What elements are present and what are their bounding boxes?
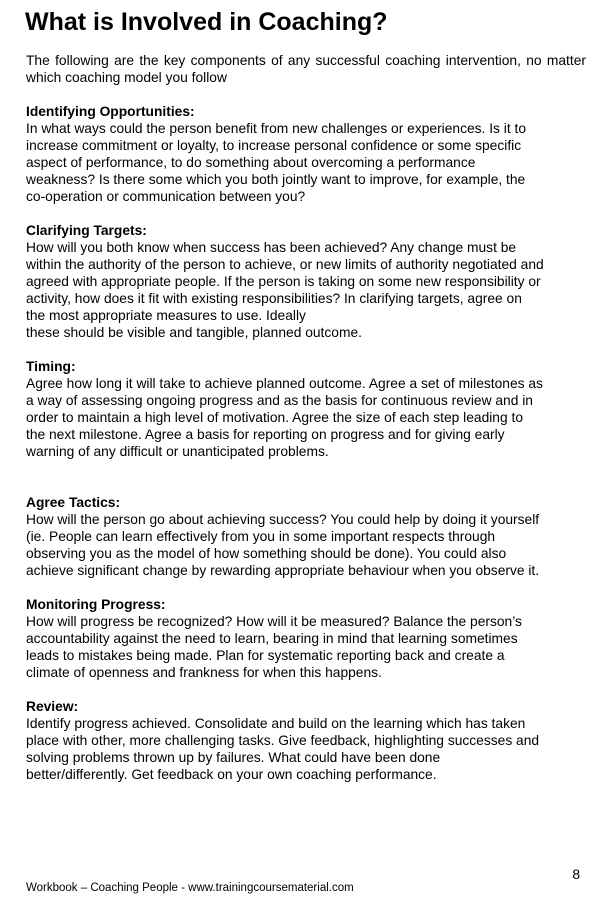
text-line: increase commitment or loyalty, to increase personal confidence or some specific [26,138,522,153]
text-line: solving problems thrown up by failures. What could have been done [26,750,441,765]
text-line: the next milestone. Agree a basis for reporting on progress and for giving early [26,427,505,442]
text-line: place with other, more challenging tasks. Give feedback, highlighting successes and [26,733,540,748]
text-line: accountability against the need to learn, bearing in mind that learning sometimes [26,631,518,646]
text-line: How will you both know when success has been achieved? Any change must be [26,240,517,255]
text-line: Identify progress achieved. Consolidate and build on the learning which has taken [26,716,526,731]
text-line: activity, how does it fit with existing responsibilities? In clarifying targets, agree on [26,291,522,306]
section-body [26,715,586,783]
text-line: leads to mistakes being made. Plan for systematic reporting back and create a [26,648,505,663]
section-body [26,511,586,579]
text-line: How will progress be recognized? How will it be measured? Balance the person’s [26,614,522,629]
section-heading: Clarifying Targets: [26,223,147,238]
text-line: order to maintain a high level of motivation. Agree the size of each step leading to [26,410,523,425]
text-line: In what ways could the person benefit from new challenges or experiences. Is it to [26,121,527,136]
section-body [26,613,586,681]
text-line: climate of openness and frankness for when this happens. [26,665,382,680]
text-line: achieve significant change by rewarding appropriate behaviour when you observe it. [26,563,540,578]
page-footer: Workbook – Coaching People - www.trainingcoursematerial.com [26,882,354,894]
text-line: better/differently. Get feedback on your own coaching performance. [26,767,437,782]
text-line: co-operation or communication between you? [26,189,306,204]
text-line: observing you as the model of how something should be done). You could also [26,546,507,561]
section-body [26,239,586,341]
section [26,222,586,341]
text-line: weakness? Is there some which you both jointly want to improve, for example, the [26,172,526,187]
page-content [26,52,586,800]
text-line: agreed with appropriate people. If the person is taking on some new responsibility or [26,274,541,289]
section-heading: Identifying Opportunities: [26,104,195,119]
section [26,494,586,579]
text-line: How will the person go about achieving success? You could help by doing it yourself [26,512,540,527]
text-line: a way of assessing ongoing progress and as the basis for continuous review and in [26,393,533,408]
page-title: What is Involved in Coaching? [25,8,388,36]
text-line: aspect of performance, to do something about overcoming a performance [26,155,476,170]
text-line: within the authority of the person to achieve, or new limits of authority negotiated and [26,257,544,272]
text-line: warning of any difficult or unanticipated problems. [26,444,329,459]
section-heading: Agree Tactics: [26,495,121,510]
section-body [26,375,586,460]
text-line: these should be visible and tangible, planned outcome. [26,325,362,340]
section-heading: Review: [26,699,79,714]
section [26,358,586,460]
section-heading: Monitoring Progress: [26,597,166,612]
text-line: the most appropriate measures to use. Ideally [26,308,306,323]
intro-paragraph: The following are the key components of any successful coaching intervention, no matter which coaching model you follow [26,53,586,85]
section-heading: Timing: [26,359,76,374]
text-line: Agree how long it will take to achieve planned outcome. Agree a set of milestones as [26,376,543,391]
section [26,698,586,783]
text-line: (ie. People can learn effectively from you in some important respects through [26,529,496,544]
sections-container [26,103,586,783]
page-number: 8 [572,867,580,882]
section-body [26,120,586,205]
section [26,596,586,681]
section [26,103,586,205]
